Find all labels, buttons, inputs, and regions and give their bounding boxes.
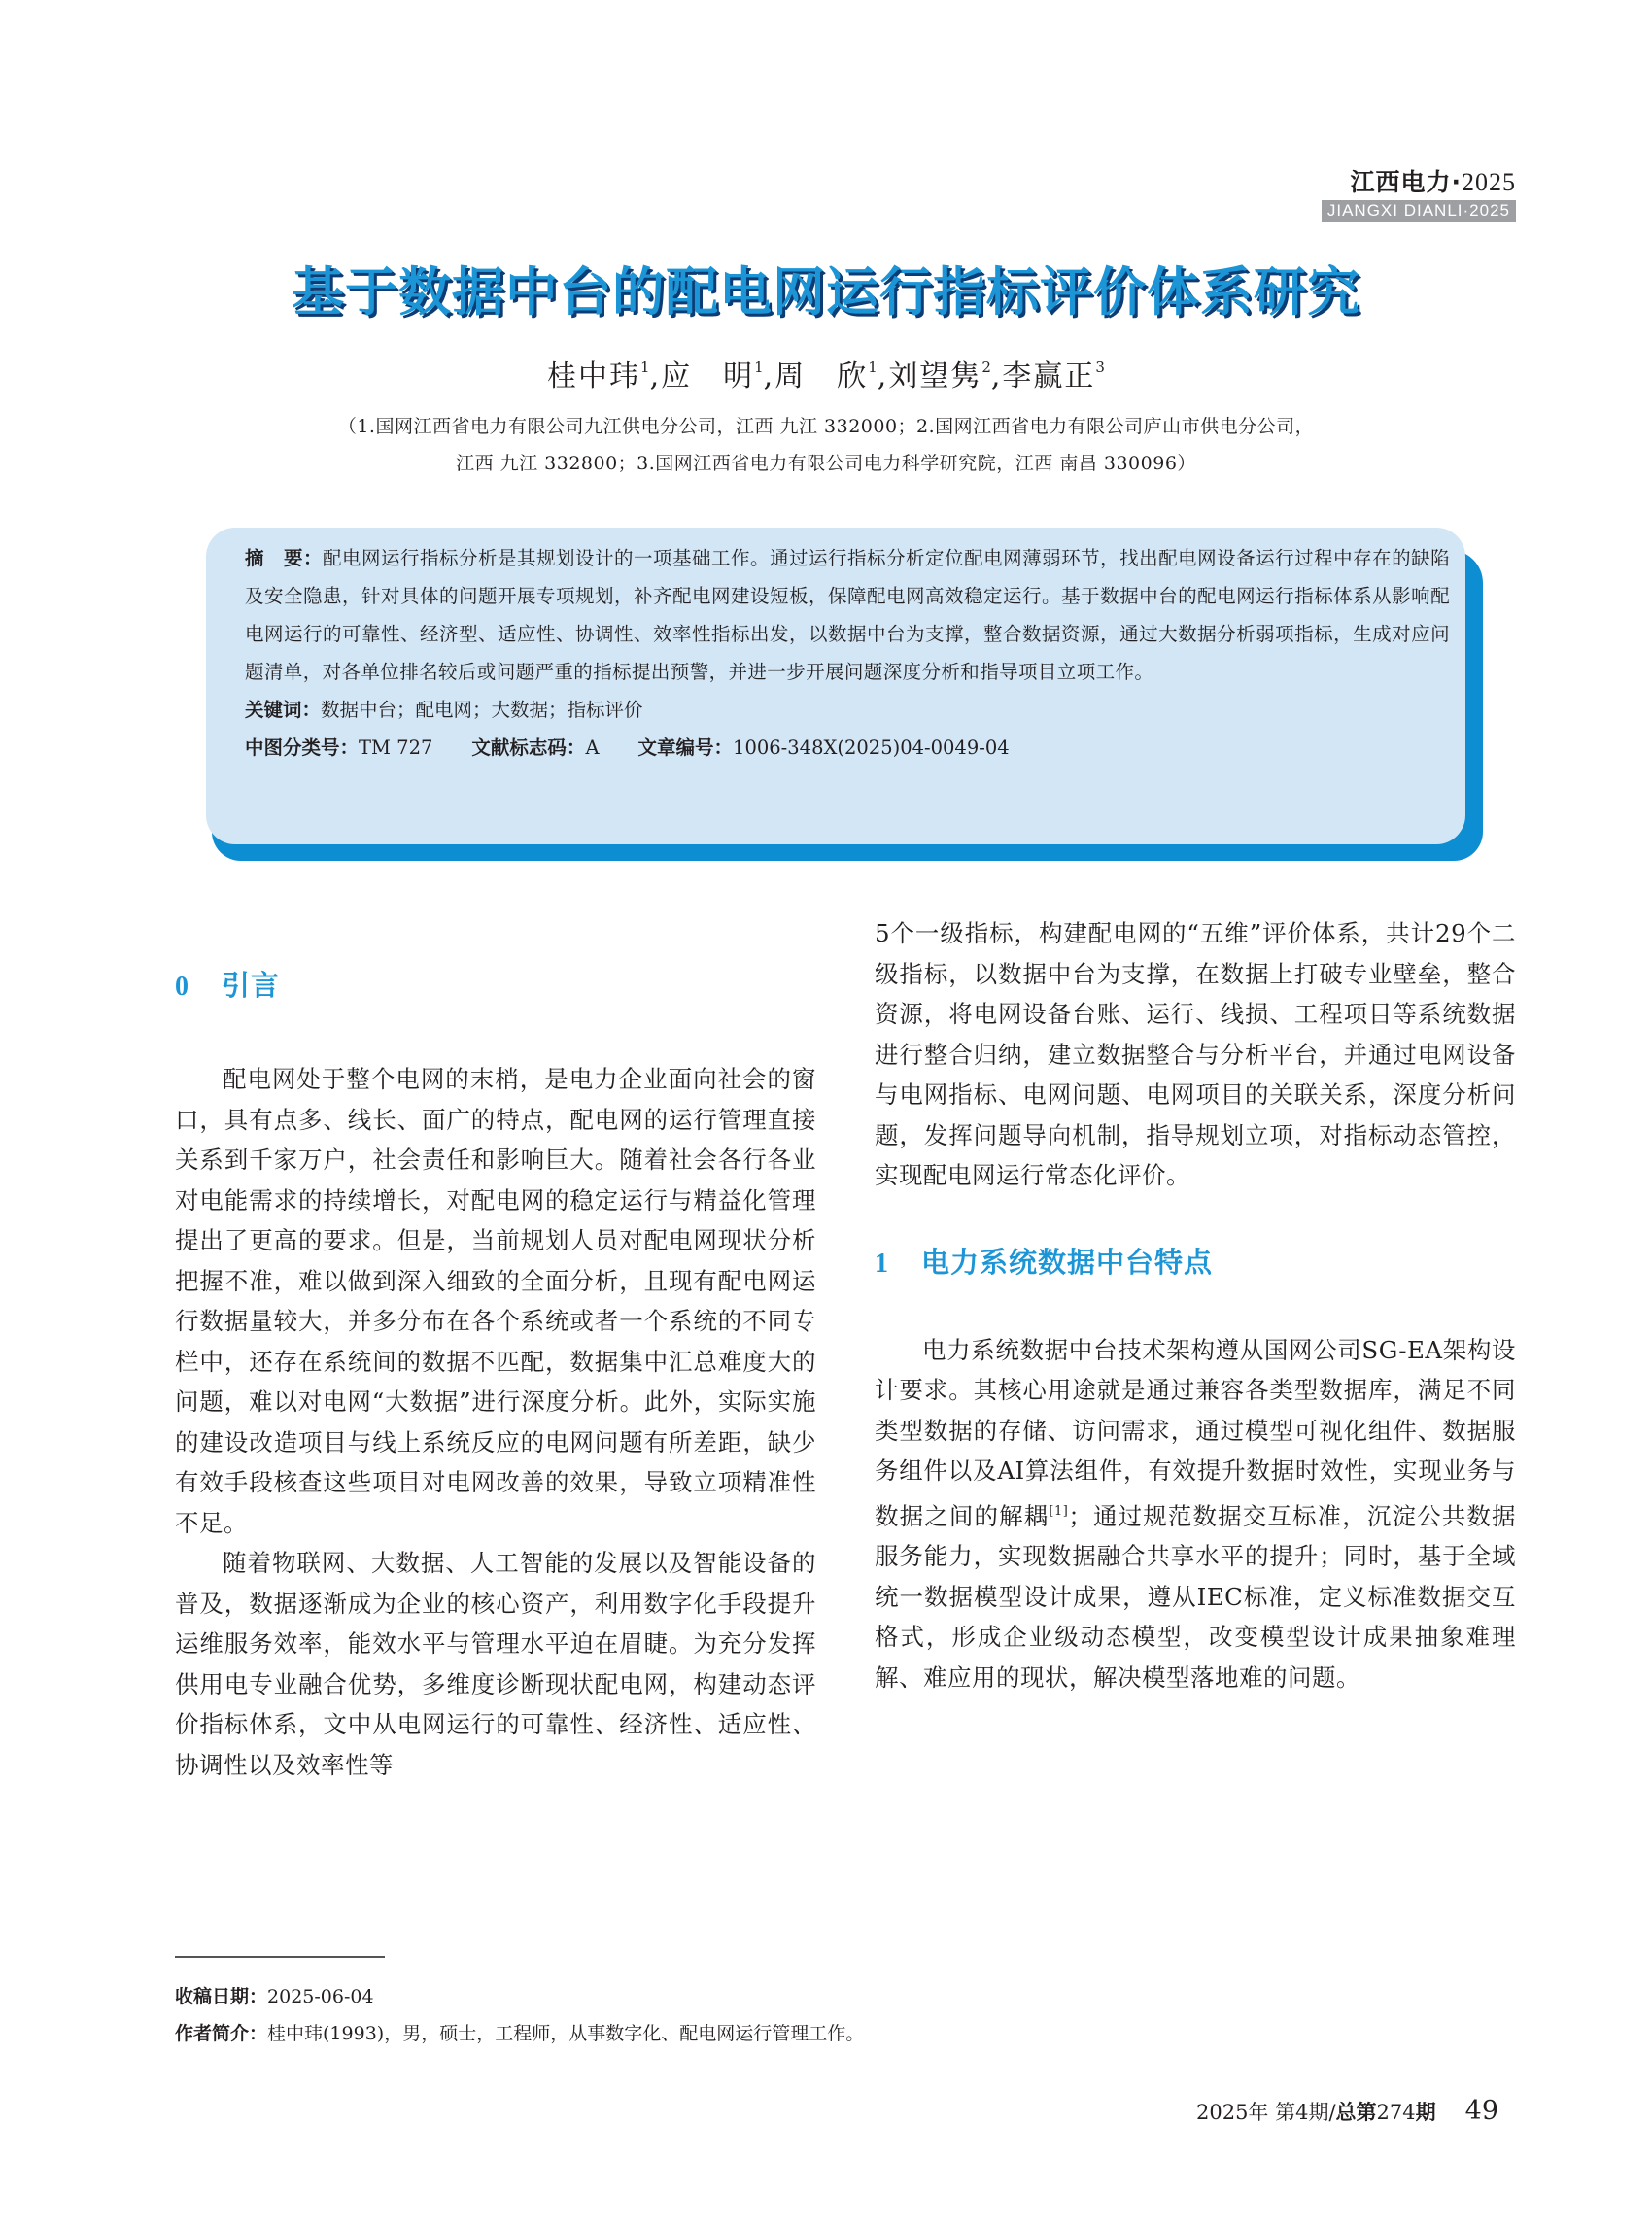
journal-name-cn: 江西电力· [1350,168,1462,196]
body-paragraph: 配电网处于整个电网的末梢，是电力企业面向社会的窗口，具有点多、线长、面广的特点，配电网的运行管理直接关系到千家万户，社会责任和影响巨大。随着社会各行各业对电能需求的持续增长，对配电网的稳定运行与精益化管理提出了更高的要求。但是，当前规划人员对配电网现状分析把握不准，难以做到深入细致的全面分析，且现有配电网运行数据量较大，并多分布在各个系统或者一个系统的不同专栏中，还存在系统间的数据不匹配，数据集中汇总难度大的问题，难以对电网“大数据”进行深度分析。此外，实际实施的建设改造项目与线上系统反应的电网问题有所差距，缺少有效手段核查这些项目对电网改善的效果，导致立项精准性不足。 [175,1065,816,1537]
total-issue-suffix: 期 [1415,2101,1436,2124]
right-column [875,913,1516,1697]
article-no-value: 1006-348X(2025)04-0049-04 [733,736,1010,759]
abstract-text: 配电网运行指标分析是其规划设计的一项基础工作。通过运行指标分析定位配电网薄弱环节，找出配电网设备运行过程中存在的缺陷及安全隐患，针对具体的问题开展专项规划，补齐配电网建设短板，保障配电网高效稳定运行。基于数据中台的配电网运行指标体系从影响配电网运行的可靠性、经济型、适应性、协调性、效率性指标出发，以数据中台为支撑，整合数据资源，通过大数据分析弱项指标，生成对应问题清单，对各单位排名较后或问题严重的指标提出预警，并进一步开展问题深度分析和指导项目立项工作。 [245,547,1450,683]
journal-header [1322,167,1516,222]
paper-title: 基于数据中台的配电网运行指标评价体系研究 [292,261,1360,323]
author-name: 桂中玮 [547,360,641,394]
total-issue-label: 总第 [1335,2101,1377,2124]
author-affiliation-mark: 1 [868,359,878,376]
author-affiliation-mark: 2 [981,359,991,376]
section-heading-0 [175,964,816,1009]
left-column [175,913,816,1785]
paragraph-text: ；通过规范数据交互标准，沉淀公共数据服务能力，实现数据融合共享水平的提升；同时，基于全域统一数据模型设计成果，遵从IEC标准，定义标准数据交互格式，形成企业级动态模型，改变模型设计成果抽象难理解、难应用的现状，解决模型落地难的问题。 [875,1501,1517,1692]
section-title: 引言 [222,969,281,1002]
keywords-text: 数据中台；配电网；大数据；指标评价 [321,699,643,721]
footnote-divider [175,1956,385,1958]
author-list [0,346,1652,398]
journal-year: 2025 [1462,168,1516,196]
body-paragraph: 随着物联网、大数据、人工智能的发展以及智能设备的普及，数据逐渐成为企业的核心资产，利用数字化手段提升运维服务效率，能效水平与管理水平迫在眉睫。为充分发挥供用电专业融合优势，多维度诊断现状配电网，构建动态评价指标体系，文中从电网运行的可靠性、经济性、适应性、协调性以及效率性等 [175,1549,816,1779]
author [774,360,878,394]
author-name: 刘望隽 [888,360,982,394]
doc-code-value: A [585,736,600,759]
classification-info [245,729,1450,767]
section-title: 电力系统数据中台特点 [921,1245,1214,1279]
bio-label: 作者简介： [175,2023,268,2044]
author-name: 周 欣 [774,360,869,394]
author-name: 应 明 [661,360,755,394]
author-separator: , [649,360,662,394]
author-affiliation-mark: 1 [754,359,764,376]
author-affiliation-mark: 3 [1095,359,1105,376]
article-no-label: 文章编号： [637,736,734,759]
author-separator: , [990,360,1003,394]
body-paragraph [875,1330,1516,1698]
author-separator: , [877,360,889,394]
journal-name [1322,167,1516,198]
author [547,360,650,394]
received-date [175,1978,864,2015]
author [888,360,991,394]
doc-code-label: 文献标志码： [471,736,586,759]
journal-name-en: JIANGXI DIANLI·2025 [1322,200,1516,222]
issue-info: 2025年 第4期/ [1195,2101,1336,2124]
section-number: 0 [175,972,189,1002]
abstract [245,539,1450,691]
paragraph-text: 电力系统数据中台技术架构遵从国网公司SG-EA架构设计要求。其核心用途就是通过兼容各类型数据库，满足不同类型数据的存储、访问需求，通过模型可视化组件、数据服务组件以及AI算法组件，有效提升数据时效性，实现业务与数据之间的解耦 [875,1335,1516,1530]
author-name: 李赢正 [1002,360,1096,394]
author-affiliation-mark: 1 [640,359,650,376]
abstract-label: 摘 要： [245,547,324,569]
keywords-label: 关键词： [245,699,322,721]
author-separator: , [763,360,775,394]
footnotes [175,1978,864,2052]
bio-value: 桂中玮(1993)，男，硕士，工程师，从事数字化、配电网运行管理工作。 [267,2023,865,2044]
clc-label: 中图分类号： [245,736,360,759]
section-number: 1 [875,1248,889,1279]
section-heading-1 [875,1241,1516,1285]
page-number: 49 [1464,2096,1498,2126]
abstract-box [206,528,1465,844]
author-bio [175,2015,864,2052]
received-label: 收稿日期： [175,1986,268,2007]
body-paragraph-continued: 5个一级指标，构建配电网的“五维”评价体系，共计29个二级指标，以数据中台为支撑，在数据上打破专业壁垒，整合资源，将电网设备台账、运行、线损、工程项目等系统数据进行整合归纳，建立数据整合与分析平台，并通过电网设备与电网指标、电网问题、电网项目的关联关系，深度分析问题，发挥问题导向机制，指导规划立项，对指标动态管控，实现配电网运行常态化评价。 [875,919,1516,1189]
affiliation-line: （1.国网江西省电力有限公司九江供电分公司，江西 九江 332000；2.国网江西省电力有限公司庐山市供电分公司， [337,416,1315,437]
affiliations [175,408,1477,482]
page-footer [1196,2092,1498,2132]
clc-value: TM 727 [359,736,433,759]
keywords [245,691,1450,729]
total-issue-number: 274 [1376,2101,1416,2124]
received-value: 2025-06-04 [267,1986,374,2007]
citation-ref[interactable]: [1] [1049,1503,1069,1519]
author [661,360,764,394]
affiliation-line: 江西 九江 332800；3.国网江西省电力有限公司电力科学研究院，江西 南昌 330096） [456,453,1196,474]
author [1002,360,1105,394]
